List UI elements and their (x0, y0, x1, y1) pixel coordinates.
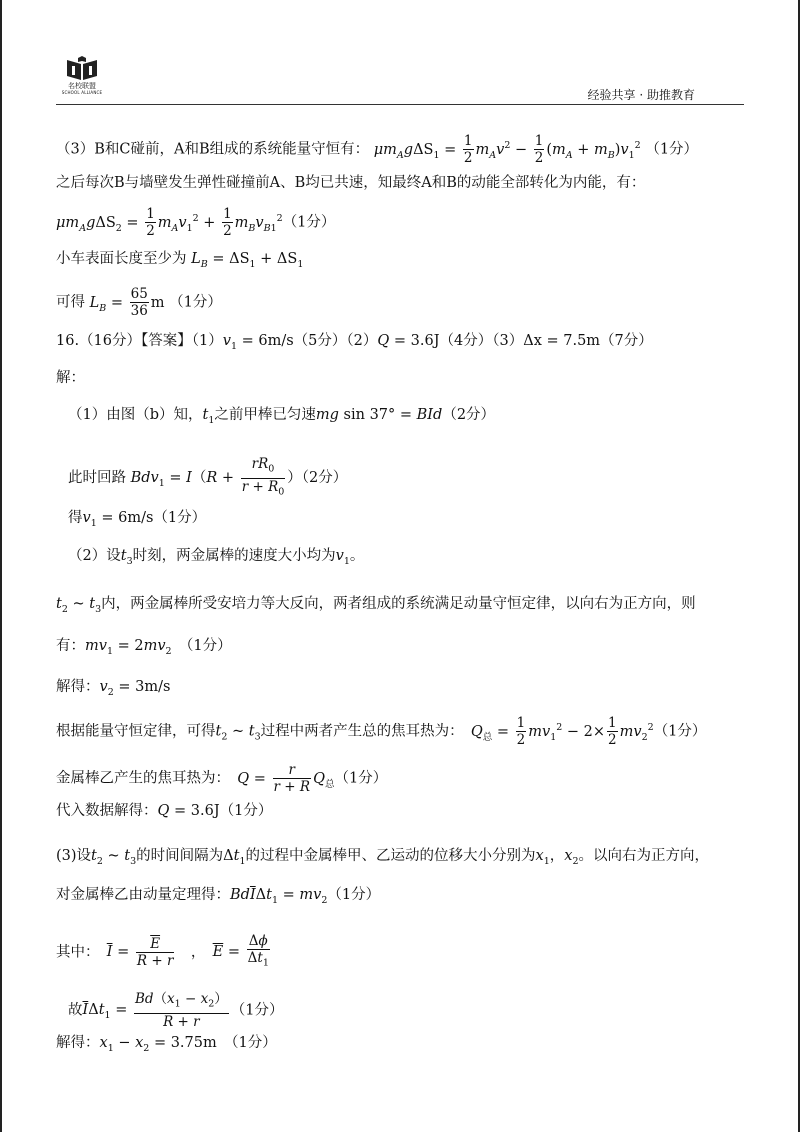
book-logo-icon (64, 56, 100, 82)
header-slogan: 经验共享 · 助推教育 (587, 88, 695, 102)
impulse-eq: $\overline{I}\Delta t_1$ = $\frac{Bd(x_1 - x_2)}{R + r}$ (82, 991, 228, 1030)
avg-current-eq: $\overline{I}$ = $\frac{\overline{E}}{R + r}$ (106, 935, 174, 969)
line-3: $\mu m_Ag\Delta S_2$ = $\frac{1}{2}$ $m_Av_1^2$ + $\frac{1}{2}$ $m_Bv_{B1}^2(1$分） (56, 206, 336, 239)
line-6-answer: 16.（16分）【答案】$(1)v_1 = 6m/s(5$分）（2）Q = 3.6J（4分）（3）Δx = 7.5m（7分） (56, 333, 653, 352)
line-16: 金属棒乙产生的焦耳热为： Q = $\frac{r}{r + R}$ $Q_总(1$分） (56, 762, 388, 795)
line-15: 根据能量守恒定律，可得$t_2$ ~ $t_3$过程中两者产生总的焦耳热为： $Q_总$ = $\frac{1}{2}$ $mv_1^2 - 2\times$ $\frac{1}{2}$ $mv_2^2(1$分） (56, 715, 707, 748)
line-8: （1）由图（b）知，$t_1$之前甲棒已匀速mg sin 37° = BId（2分） (68, 407, 496, 426)
header-divider (56, 104, 744, 105)
line-2: 之后每次B与墙壁发生弹性碰撞前A、B均已共速，知最终A和B的动能全部转化为内能，有： (56, 175, 646, 191)
line-5: 可得 $L_B$ = $\frac{65}{36}$ m （1分） (56, 286, 222, 319)
line-4: 小车表面长度至少为 $L_B = \Delta S_1 + \Delta S_1$ (56, 251, 304, 270)
avg-emf-eq: $\overline{E}$ = $\frac{\Delta\phi}{\Delta t_1}$ (212, 933, 269, 969)
line-18: (3)设$t_2$ ~ $t_3$的时间间隔为$\Delta t_1$的过程中金属棒甲、乙运动的位移大小分别为$x_1$，$x_2$。以向右为正方向， (56, 848, 709, 867)
energy-eq-2: $\mu m_Ag\Delta S_2$ = $\frac{1}{2}$ $m_Av_1^2$ + $\frac{1}{2}$ $m_Bv_{B1}^2$ (56, 206, 283, 239)
line-20: 其中： $\overline{I}$ = $\frac{\overline{E}}{R + r}$ ， $\overline{E}$ = $\frac{\Delta\phi}{\Delta t_1}$ (56, 933, 272, 972)
line-22: 解得：$x_1 - x_2 = 3.75m$ （1分） (56, 1035, 277, 1054)
circuit-eq: Bdv$_1$ = I（R + $\frac{rR_0}{r + R_0}$ (130, 456, 285, 498)
length-eq: $L_B = \Delta S_1 + \Delta S_1$ (191, 251, 304, 270)
logo-subtext: SCHOOL ALLIANCE (61, 90, 103, 95)
line-9: 此时回路 Bdv$_1$ = I（R + $\frac{rR_0}{r + R_0}$ ）（2分） (68, 456, 348, 498)
line-7: 解： (56, 370, 85, 386)
line-17: 代入数据解得：Q = 3.6J（1分） (56, 803, 273, 819)
line-10: 得$v_1 = 6m/s(1$分） (68, 510, 207, 529)
energy-eq-1: $\mu m_Ag\Delta S_1$ = $\frac{1}{2}$ $m_Av^2$ − $\frac{1}{2}$ $(m_A + m_B)v_1^2$ (373, 133, 641, 166)
line-14: 解得：$v_2 = 3m/s$ (56, 679, 171, 698)
heat-b-eq: Q = $\frac{r}{r + R}$ $Q_总$ (237, 762, 335, 795)
line-21: 故$\overline{I}\Delta t_1$ = $\frac{Bd(x_1 - x_2)}{R + r}$ （1分） (68, 991, 284, 1030)
heat-total-eq: $Q_总$ = $\frac{1}{2}$ $mv_1^2 - 2\times$ $\frac{1}{2}$ $mv_2^2$ (470, 715, 654, 748)
line-11: （2）设$t_3$时刻，两金属棒的速度大小均为$v_1$。 (68, 548, 365, 567)
line-13: 有：$mv_1 = 2mv_2$ （1分） (56, 638, 232, 657)
line-1: （3）B和C碰前，A和B组成的系统能量守恒有： $\mu m_Ag\Delta S_1$ = $\frac{1}{2}$ $m_Av^2$ − $\frac{1}{2}$ $(m_A + m_B)v_1^2$ （1分） (56, 133, 699, 166)
school-logo (60, 56, 104, 95)
line-12: $t_2$ ~ $t_3$内，两金属棒所受安培力等大反向，两者组成的系统满足动量守恒定律，以向右为正方向，则 (56, 596, 696, 615)
line-19: 对金属棒乙由动量定理得：$Bd\overline{I}\Delta t_1 = mv_2(1$分） (56, 887, 381, 906)
length-result: $L_B$ = $\frac{65}{36}$ m (89, 286, 165, 319)
logo-text: 名校联盟 (68, 82, 96, 90)
